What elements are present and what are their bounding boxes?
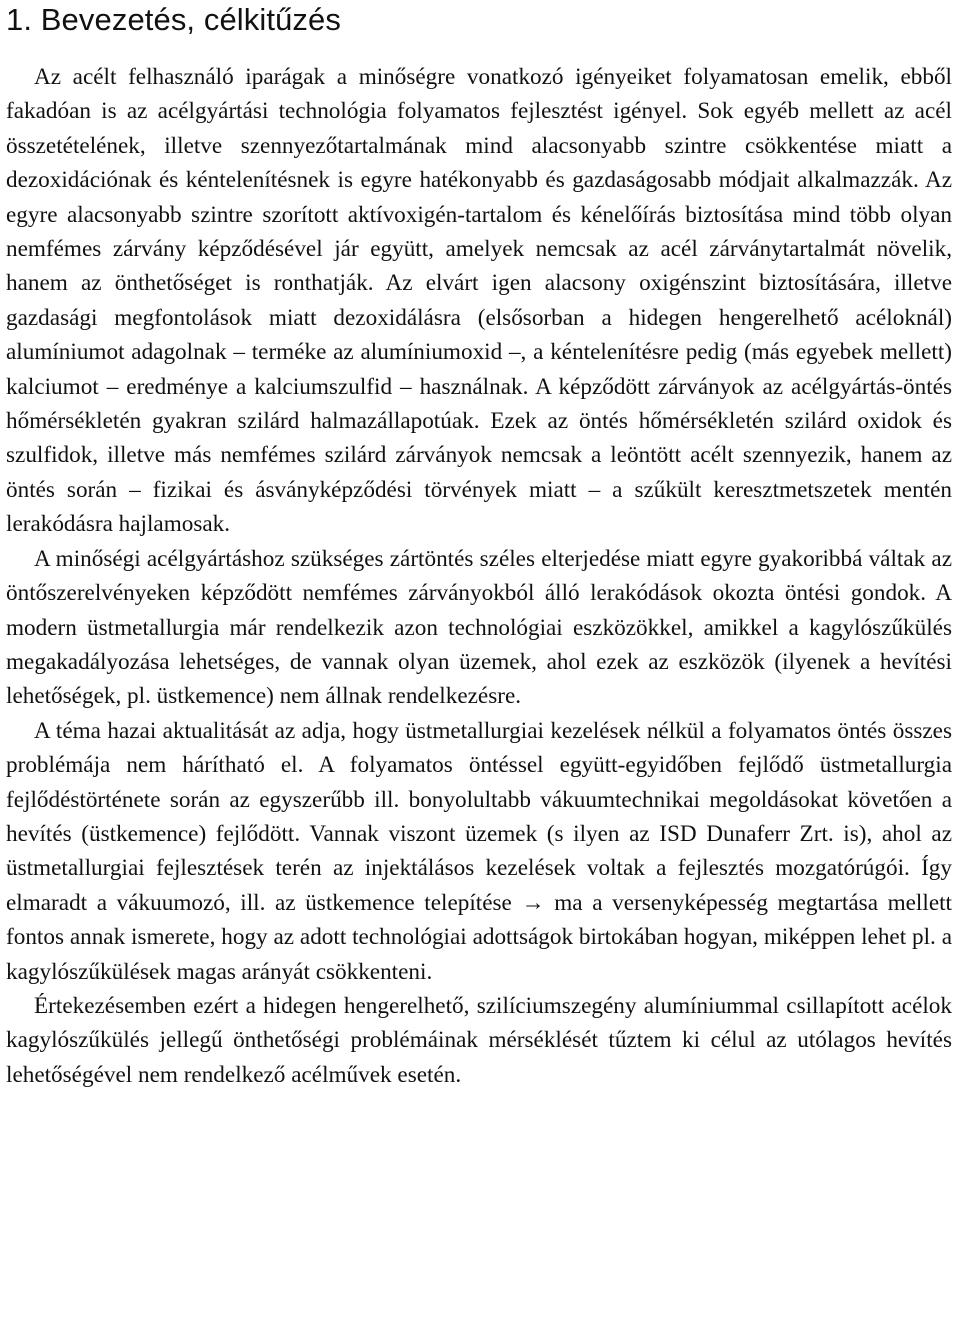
section-heading [6,2,952,38]
paragraph-intro: Az acélt felhasználó iparágak a minőségre vonatkozó igényeiket folyamatosan emelik, ebből fakadóan is az acélgyártási technológia folyamatos fejlesztést igényel. Sok egyéb mellett az acél összetételének, illetve szennyezőtartalmának mind alacsonyabb szintre csökkentése miatt a dezoxidációnak és kéntelenítésnek is egyre hatékonyabb és gazdaságosabb módjait alkalmazzák. Az egyre alacsonyabb szintre szorított aktívoxigén-tartalom és kénelőírás biztosítása mind több olyan nemfémes zárvány képződésével jár együtt, amelyek nemcsak az acél zárványtartalmát növelik, hanem az önthetőséget is ronthatják. Az elvárt igen alacsony oxigénszint biztosítására, illetve gazdasági megfontolások miatt dezoxidálásra (elsősorban a hidegen hengerelhető acéloknál) alumíniumot adagolnak – terméke az alumíniumoxid –, a kéntelenítésre pedig (más egyebek mellett) kalciumot – eredménye a kalciumszulfid – használnak. A képződött zárványok az acélgyártás-öntés hőmérsékletén gyakran szilárd halmazállapotúak. Ezek az öntés hőmérsékletén szilárd oxidok és szulfidok, illetve más nemfémes szilárd zárványok nemcsak a leöntött acélt szennyezik, hanem az öntés során – fizikai és ásványképződési törvények miatt – a szűkült keresztmetszetek mentén lerakódásra hajlamosak. [6,64,952,538]
document-page [6,0,952,1092]
paragraph-relevance: A téma hazai aktualitását az adja, hogy üstmetallurgiai kezelések nélkül a folyamatos öntés összes problémája nem hárítható el. A folyamatos öntéssel együtt-egyidőben fejlődő üstmetallurgia fejlődéstörténete során az egyszerűbb ill. bonyolultabb vákuumtechnikai megoldásokat követően a hevítés (üstkemence) fejlődött. Vannak viszont üzemek (s ilyen az ISD Dunaferr Zrt. is), ahol az üstmetallurgiai fejlesztések terén az injektálásos kezelések voltak a fejlesztés mozgatórúgói. Így elmaradt a vákuumozó, ill. az üstkemence telepítése → ma a versenyképesség megtartása mellett fontos annak ismerete, hogy az adott technológiai adottságok birtokában hogyan, miképpen lehet pl. a kagylószűkülések magas arányát csökkenteni. [6,717,952,985]
section-number: 1. [6,2,33,37]
paragraph-casting-problems: A minőségi acélgyártáshoz szükséges zártöntés széles elterjedése miatt egyre gyakoribbá váltak az öntőszerelvényeken képződött nemfémes zárványokból álló lerakódások okozta öntési gondok. A modern üstmetallurgia már rendelkezik azon technológiai eszközökkel, amikkel a kagylószűkülés megakadályozása lehetséges, de vannak olyan üzemek, ahol ezek az eszközök (ilyenek a hevítési lehetőségek, pl. üstkemence) nem állnak rendelkezésre. [6,545,952,710]
paragraph-objective: Értekezésemben ezért a hidegen hengerelhető, szilíciumszegény alumíniummal csillapított acélok kagylószűkülés jellegű önthetőségi problémáinak mérséklését tűztem ki célul az utólagos hevítés lehetőségével nem rendelkező acélművek esetén. [6,992,952,1088]
section-title-text: Bevezetés, célkitűzés [40,2,341,37]
